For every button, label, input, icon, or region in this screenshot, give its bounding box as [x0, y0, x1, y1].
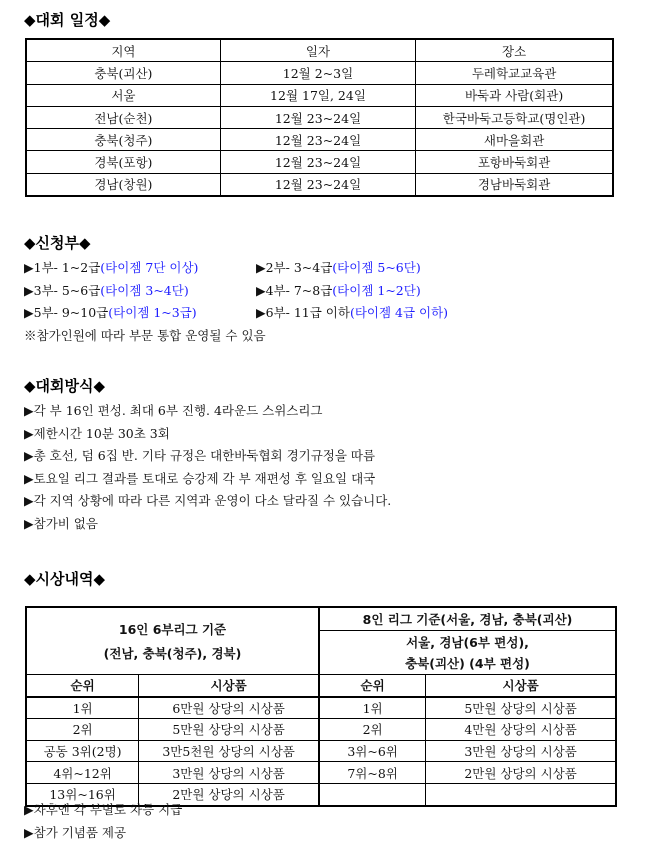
right-title-line-1: 8인 리그 기준(서울, 경남, 충북(괴산) [319, 607, 616, 631]
schedule-cell: 12월 2~3일 [220, 62, 415, 84]
division-row [24, 302, 624, 325]
right-rank-cell: 3위~6위 [319, 740, 426, 762]
right-title-line-3: 충북(괴산) (4부 편성) [319, 653, 616, 675]
right-rank-cell: 7위~8위 [319, 762, 426, 784]
left-prize-cell: 3만원 상당의 시상품 [139, 762, 319, 784]
schedule-cell: 한국바둑고등학교(명인관) [416, 106, 613, 128]
left-title-line-1: 16인 6부리그 기준 [118, 622, 227, 637]
division-note: (타이젬 3~4단) [100, 282, 189, 298]
schedule-cell: 12월 17일, 24일 [220, 84, 415, 106]
left-rank-cell: 1위 [26, 697, 139, 719]
division-note: (타이젬 1~3급) [108, 305, 197, 321]
division-item [24, 283, 189, 298]
left-rank-header: 순위 [26, 675, 139, 697]
division-note: (타이젬 1~2단) [332, 282, 421, 298]
prize-table [25, 606, 617, 807]
schedule-cell: 12월 23~24일 [220, 173, 415, 196]
schedule-cell: 두레학교교육관 [416, 62, 613, 84]
schedule-heading: ◆대회 일정◆ [24, 11, 111, 29]
application-heading: ◆신청부◆ [24, 234, 91, 252]
left-rank-cell: 4위~12위 [26, 762, 139, 784]
division-note: (타이젬 4급 이하) [349, 305, 449, 321]
division-label: ▶1부- 1~2급 [24, 260, 101, 275]
schedule-header-row [26, 39, 613, 62]
prize-heading: ◆시상내역◆ [24, 570, 106, 588]
right-prize-header: 시상품 [426, 675, 616, 697]
left-prize-cell: 5만원 상당의 시상품 [139, 719, 319, 741]
schedule-col-header: 지역 [26, 39, 220, 62]
division-item [256, 280, 421, 303]
schedule-cell: 서울 [26, 84, 220, 106]
left-rank-cell: 13위~16위 [26, 783, 139, 805]
left-prize-header: 시상품 [139, 675, 319, 697]
schedule-row [26, 151, 613, 173]
schedule-table [25, 38, 614, 197]
schedule-cell: 경남(창원) [26, 173, 220, 196]
right-prize-cell: 3만원 상당의 시상품 [426, 740, 616, 762]
method-heading: ◆대회방식◆ [24, 377, 106, 395]
schedule-cell: 바둑과 사람(회관) [416, 84, 613, 106]
prize-row [26, 697, 616, 719]
left-prize-cell: 3만5천원 상당의 시상품 [139, 740, 319, 762]
prize-notes [24, 799, 182, 844]
division-label: ▶2부- 3~4급 [256, 260, 333, 275]
left-rank-cell: 2위 [26, 719, 139, 741]
schedule-col-header: 일자 [220, 39, 415, 62]
right-prize-cell: 2만원 상당의 시상품 [426, 762, 616, 784]
prize-note: ▶차후엔 각 부별로 차등 지급 [24, 802, 183, 817]
method-item: ▶토요일 리그 결과를 토대로 승강제 각 부 재편성 후 일요일 대국 [24, 470, 376, 486]
division-note: (타이젬 7단 이상) [100, 260, 199, 275]
division-label: ▶5부- 9~10급 [24, 305, 109, 321]
schedule-row [26, 84, 613, 106]
schedule-row [26, 129, 613, 151]
schedule-row [26, 173, 613, 196]
right-title-line-2: 서울, 경남(6부 편성), [319, 631, 616, 653]
left-rank-cell: 공동 3위(2명) [26, 740, 139, 762]
schedule-row [26, 62, 613, 84]
right-prize-cell [426, 783, 616, 805]
schedule-cell: 12월 23~24일 [220, 106, 415, 128]
right-rank-header: 순위 [319, 675, 426, 697]
schedule-cell: 12월 23~24일 [220, 151, 415, 173]
division-note: (타이젬 5~6단) [332, 260, 421, 275]
schedule-cell: 충북(괴산) [26, 62, 220, 84]
schedule-col-header: 장소 [416, 39, 613, 62]
right-rank-cell [319, 783, 426, 805]
schedule-cell: 새마을회관 [416, 129, 613, 151]
division-row [24, 280, 624, 303]
method-item: ▶참가비 없음 [24, 515, 98, 531]
right-prize-cell: 5만원 상당의 시상품 [426, 697, 616, 719]
schedule-cell: 전남(순천) [26, 106, 220, 128]
left-league-title [26, 607, 319, 675]
schedule-cell: 포항바둑회관 [416, 151, 613, 173]
method-item: ▶제한시간 10분 30초 3회 [24, 425, 170, 441]
method-item: ▶총 호선, 덤 6집 반. 기타 규정은 대한바둑협회 경기규정을 따름 [24, 448, 376, 464]
division-row [24, 257, 624, 280]
schedule-cell: 경남바둑회관 [416, 173, 613, 196]
division-item [24, 305, 197, 320]
right-prize-cell: 4만원 상당의 시상품 [426, 719, 616, 741]
left-prize-cell: 6만원 상당의 시상품 [139, 697, 319, 719]
division-footnote: ※참가인원에 따라 부문 통합 운영될 수 있음 [24, 327, 266, 343]
prize-note: ▶참가 기념품 제공 [24, 824, 127, 840]
division-item [24, 260, 198, 275]
division-list [24, 257, 624, 347]
schedule-cell: 12월 23~24일 [220, 129, 415, 151]
prize-row [26, 719, 616, 741]
right-rank-cell: 2위 [319, 719, 426, 741]
division-label: ▶6부- 11급 이하 [256, 305, 350, 321]
method-item: ▶각 지역 상황에 따라 다른 지역과 운영이 다소 달라질 수 있습니다. [24, 493, 392, 509]
left-prize-cell: 2만원 상당의 시상품 [139, 783, 319, 805]
division-label: ▶3부- 5~6급 [24, 282, 101, 298]
schedule-row [26, 106, 613, 128]
method-list [24, 400, 391, 536]
schedule-cell: 충북(청주) [26, 129, 220, 151]
right-rank-cell: 1위 [319, 697, 426, 719]
division-item [256, 257, 421, 280]
prize-row [26, 740, 616, 762]
left-title-line-2: (전남, 충북(청주), 경북) [103, 646, 242, 661]
method-item: ▶각 부 16인 편성. 최대 6부 진행. 4라운드 스위스리그 [24, 403, 323, 418]
division-label: ▶4부- 7~8급 [256, 282, 333, 298]
division-item [256, 302, 448, 325]
schedule-cell: 경북(포항) [26, 151, 220, 173]
prize-row [26, 762, 616, 784]
